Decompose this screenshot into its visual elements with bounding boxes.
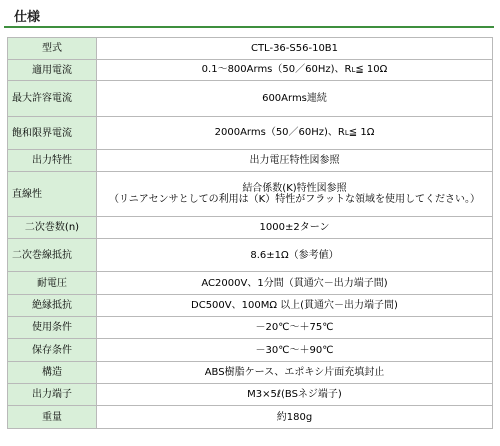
table-row <box>8 217 493 239</box>
row-label: 出力端子 <box>8 384 97 406</box>
row-label: 適用電流 <box>8 60 97 81</box>
table-row <box>8 362 493 384</box>
row-value: 約180g <box>97 406 493 429</box>
value-text: 2000Arms（50／60Hz)、R <box>214 127 345 138</box>
table-row <box>8 384 493 406</box>
row-label: 二次巻線抵抗 <box>8 239 97 272</box>
value-line: （リニアセンサとしての利用は（K）特性がフラットな領域を使用してください。） <box>108 194 481 205</box>
value-line: 結合係数(K)特性図参照 <box>242 183 347 194</box>
value-text: ≦ 1Ω <box>348 127 375 138</box>
table-row <box>8 81 493 117</box>
table-row <box>8 317 493 339</box>
row-label: 飽和限界電流 <box>8 117 97 150</box>
row-label: 出力特性 <box>8 150 97 172</box>
value-subscript: L <box>351 66 356 74</box>
row-value: －30℃～＋90℃ <box>97 339 493 362</box>
row-label: 絶縁抵抗 <box>8 295 97 317</box>
value-text: ≦ 10Ω <box>355 64 388 75</box>
table-row <box>8 60 493 81</box>
table-row <box>8 295 493 317</box>
row-value: AC2000V、1分間（貫通穴－出力端子間) <box>97 272 493 295</box>
table-row <box>8 406 493 429</box>
table-row <box>8 339 493 362</box>
table-row <box>8 272 493 295</box>
row-label: 型式 <box>8 38 97 60</box>
row-value: ABS樹脂ケース、エポキシ片面充填封止 <box>97 362 493 384</box>
row-label: 二次巻数(n) <box>8 217 97 239</box>
section-title: 仕様 <box>14 10 41 25</box>
section-header <box>4 6 494 28</box>
value-text: 0.1～800Arms（50／60Hz)、R <box>201 64 352 75</box>
row-value: 1000±2ターン <box>97 217 493 239</box>
row-value: －20℃～＋75℃ <box>97 317 493 339</box>
table-row <box>8 172 493 217</box>
table-row <box>8 239 493 272</box>
row-value <box>97 172 493 217</box>
row-label: 直線性 <box>8 172 97 217</box>
row-label: 構造 <box>8 362 97 384</box>
row-value: 600Arms連続 <box>97 81 493 117</box>
row-value: M3×5ℓ(BSネジ端子) <box>97 384 493 406</box>
table-row <box>8 38 493 60</box>
row-value: DC500V、100MΩ 以上(貫通穴－出力端子間) <box>97 295 493 317</box>
table-row <box>8 150 493 172</box>
row-label: 使用条件 <box>8 317 97 339</box>
row-value: CTL-36-S56-10B1 <box>97 38 493 60</box>
value-subscript: L <box>344 129 349 137</box>
row-value <box>97 117 493 150</box>
table-row <box>8 117 493 150</box>
row-label: 耐電圧 <box>8 272 97 295</box>
row-label: 重量 <box>8 406 97 429</box>
row-label: 保存条件 <box>8 339 97 362</box>
row-value: 出力電圧特性図参照 <box>97 150 493 172</box>
row-value: 8.6±1Ω（参考値） <box>97 239 493 272</box>
row-value <box>97 60 493 81</box>
spec-table <box>7 37 493 429</box>
row-label: 最大許容電流 <box>8 81 97 117</box>
